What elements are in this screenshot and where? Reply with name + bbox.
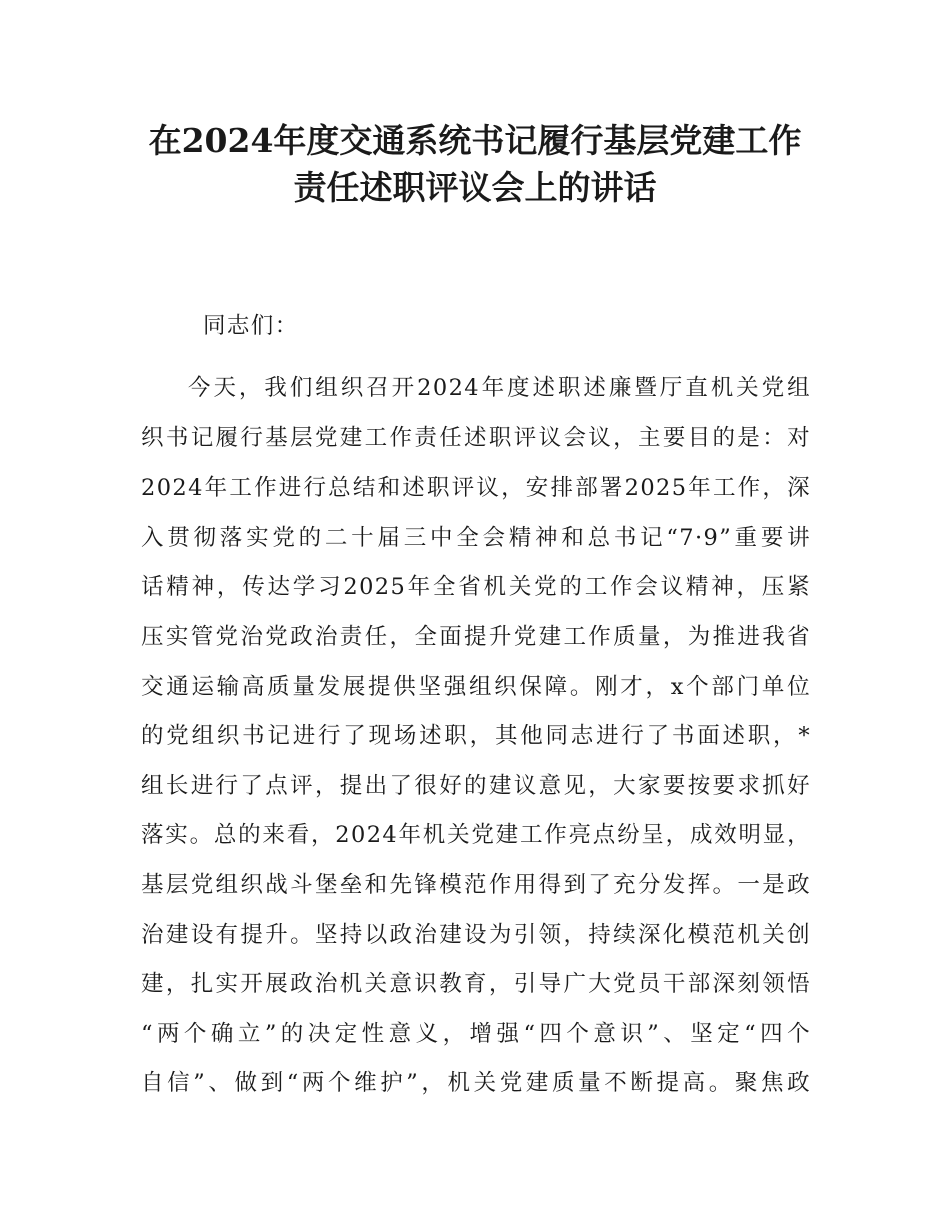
paragraph-line: 交通运输高质量发展提供坚强组织保障。刚才，x个部门单位 <box>141 674 811 700</box>
paragraph-line: 话精神，传达学习2025年全省机关党的工作会议精神，压紧 <box>141 574 811 600</box>
salutation: 同志们： <box>203 313 299 339</box>
paragraph-line: 的党组织书记进行了现场述职，其他同志进行了书面述职，* <box>141 723 811 749</box>
paragraph-line: 入贯彻落实党的二十届三中全会精神和总书记“7·9”重要讲 <box>141 525 811 551</box>
paragraph-line: “两个确立”的决定性意义，增强“四个意识”、坚定“四个 <box>141 1021 811 1047</box>
paragraph-line: 2024年工作进行总结和述职评议，安排部署2025年工作，深 <box>141 475 811 501</box>
document-title-line-2: 责任述职评议会上的讲话 <box>293 168 657 207</box>
paragraph-line: 建，扎实开展政治机关意识教育，引导广大党员干部深刻领悟 <box>141 971 811 997</box>
paragraph-line: 治建设有提升。坚持以政治建设为引领，持续深化模范机关创 <box>141 922 811 948</box>
paragraph-line: 组长进行了点评，提出了很好的建议意见，大家要按要求抓好 <box>141 773 811 799</box>
paragraph-line: 基层党组织战斗堡垒和先锋模范作用得到了充分发挥。一是政 <box>141 872 811 898</box>
paragraph-line: 自信”、做到“两个维护”，机关党建质量不断提高。聚焦政 <box>141 1070 811 1096</box>
paragraph-line: 织书记履行基层党建工作责任述职评议会议，主要目的是：对 <box>141 425 811 451</box>
paragraph-line: 压实管党治党政治责任，全面提升党建工作质量，为推进我省 <box>141 624 811 650</box>
paragraph-line: 落实。总的来看，2024年机关党建工作亮点纷呈，成效明显， <box>141 822 811 848</box>
paragraph-line: 今天，我们组织召开2024年度述职述廉暨厅直机关党组 <box>188 375 811 401</box>
document-title-line-1: 在2024年度交通系统书记履行基层党建工作 <box>148 121 802 160</box>
